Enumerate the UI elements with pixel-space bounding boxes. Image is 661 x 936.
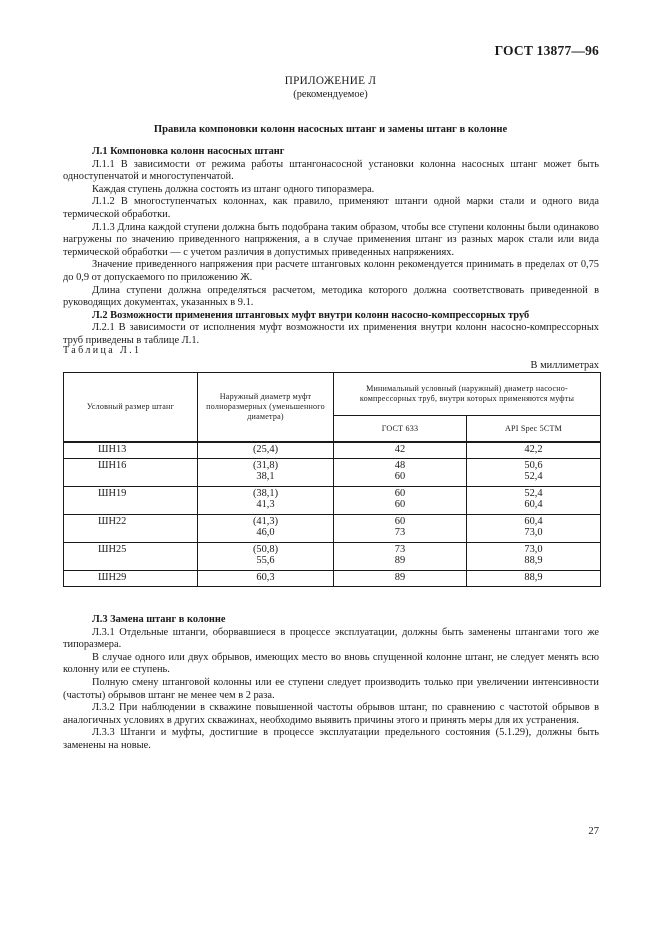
cell-size: ШН13 (64, 442, 198, 459)
paragraph: Значение приведенного напряжения при расчете штанговых колонн рекомендуется принимать в пределах от 0,75 до 0,9 от допускаемого по приложению Ж. (63, 259, 599, 283)
cell-diameter: (25,4) (198, 442, 334, 459)
cell-api: 88,9 (467, 571, 601, 587)
paragraph: Л.2.1 В зависимости от исполнения муфт возможности их применения внутри колонн насосно-компрессорных труб приведены в таблице Л.1. (63, 322, 599, 346)
paragraph: Л.3.1 Отдельные штанги, оборвавшиеся в процессе эксплуатации, должны быть заменены штангами того же типоразмера. (63, 626, 599, 651)
appendix-subtitle: (рекомендуемое) (293, 89, 368, 100)
cell-gost: 60 60 (334, 487, 467, 515)
header-diameter: Наружный диаметр муфт полноразмерных (уменьшенного диаметра) (198, 373, 334, 443)
paragraph: Полную смену штанговой колонны или ее ступени следует производить только при увеличении интенсивности (частоты) обрывов штанг не менее чем в 2 раза. (63, 676, 599, 701)
cell-gost: 89 (334, 571, 467, 587)
cell-api: 73,0 88,9 (467, 543, 601, 571)
table-label: Таблица Л.1 (63, 345, 142, 356)
paragraph: Длина ступени должна определяться расчетом, методика которого должна соответствовать приведенной в руководящих документах, указанных в 9.1. (63, 284, 599, 309)
table-row (64, 571, 601, 587)
cell-api: 50,6 52,4 (467, 459, 601, 487)
cell-diameter: (41,3) 46,0 (198, 515, 334, 543)
cell-size: ШН19 (64, 487, 198, 515)
cell-diameter: 60,3 (198, 571, 334, 587)
paragraph: Л.3.3 Штанги и муфты, достигшие в процессе эксплуатации предельного состояния (5.1.29), должны быть заменены на новые. (63, 727, 599, 751)
cell-size: ШН29 (64, 571, 198, 587)
cell-gost: 42 (334, 442, 467, 459)
table-units: В миллиметрах (530, 360, 599, 371)
header-min-diameter: Минимальный условный (наружный) диаметр насосно-компрессорных труб, внутри которых применяются муфты (334, 373, 601, 416)
cell-api: 60,4 73,0 (467, 515, 601, 543)
table-row (64, 515, 601, 543)
section-l3 (63, 614, 599, 753)
paragraph: Л.1.3 Длина каждой ступени должна быть подобрана таким образом, чтобы все ступени колонны были одинаково нагружены по значению приведенного напряжения, а в случае применения штанг из разных марок стали или вида термической обработки — с учетом различия в допустимых приведенных напряжениях. (63, 221, 599, 258)
cell-size: ШН16 (64, 459, 198, 487)
cell-gost: 60 73 (334, 515, 467, 543)
paragraph: Каждая ступень должна состоять из штанг одного типоразмера. (92, 183, 375, 195)
section-l1 (63, 146, 599, 348)
section-heading: Л.2 Возможности применения штанговых муфт внутри колонн насосно-компрессорных труб (92, 309, 530, 321)
table-row (64, 543, 601, 571)
header-size: Условный размер штанг (64, 373, 198, 443)
header-api: API Spec 5CTM (467, 416, 601, 443)
section-heading: Л.1 Компоновка колонн насосных штанг (92, 146, 285, 157)
cell-size: ШН22 (64, 515, 198, 543)
appendix-title: ПРИЛОЖЕНИЕ Л (284, 75, 377, 87)
table-row (64, 459, 601, 487)
paragraph: Л.3.2 При наблюдении в скважине повышенной частоты обрывов штанг, по сравнению с частотой обрывов в аналогичных условиях в других скважинах, необходимо выявить причины этого и принять меры для их устранения. (63, 702, 599, 726)
cell-diameter: (50,8) 55,6 (198, 543, 334, 571)
cell-gost: 48 60 (334, 459, 467, 487)
paragraph: В случае одного или двух обрывов, имеющих место во вновь спущенной колонне штанг, не следует менять всю колонну или ее ступень. (63, 651, 599, 676)
main-heading: Правила компоновки колонн насосных штанг и замены штанг в колонне (153, 124, 508, 135)
cell-diameter: (38,1) 41,3 (198, 487, 334, 515)
coupling-table (63, 372, 601, 587)
cell-gost: 73 89 (334, 543, 467, 571)
paragraph: Л.1.2 В многоступенчатых колоннах, как правило, применяют штанги одной марки стали и одного вида термической обработки. (63, 196, 599, 220)
cell-diameter: (31,8) 38,1 (198, 459, 334, 487)
header-gost: ГОСТ 633 (334, 416, 467, 443)
document-code: ГОСТ 13877—96 (494, 43, 599, 58)
table-row (64, 442, 601, 459)
cell-api: 42,2 (467, 442, 601, 459)
cell-size: ШН25 (64, 543, 198, 571)
section-heading: Л.3 Замена штанг в колонне (92, 614, 226, 625)
table-row (64, 487, 601, 515)
page-number: 27 (588, 826, 599, 837)
paragraph: Л.1.1 В зависимости от режима работы штангонасосной установки колонна насосных штанг может быть одноступенчатой и многоступенчатой. (63, 158, 599, 183)
cell-api: 52,4 60,4 (467, 487, 601, 515)
